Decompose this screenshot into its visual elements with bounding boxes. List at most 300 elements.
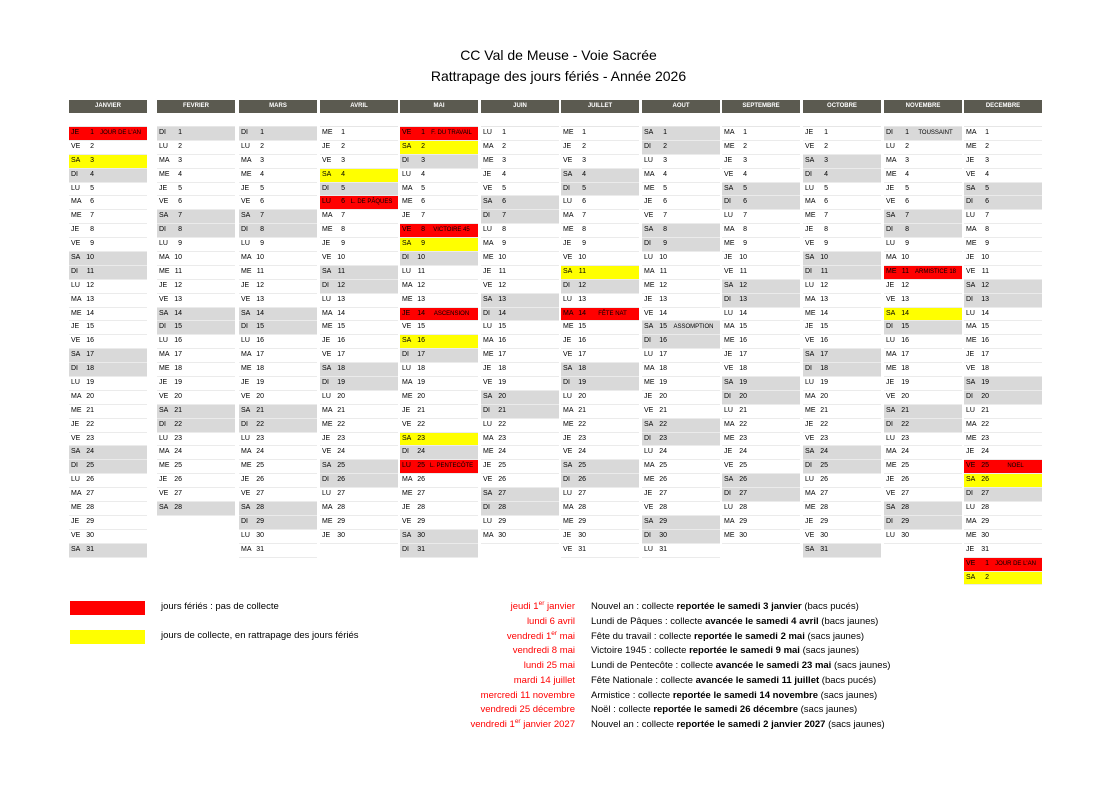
day-of-week: JE	[322, 531, 331, 539]
day-cell	[400, 294, 478, 308]
ordinal-suffix: er	[538, 600, 545, 607]
day-number: 28	[86, 504, 94, 512]
day-number: 23	[337, 434, 345, 442]
day-cell	[239, 280, 317, 294]
weekend-cell	[803, 460, 881, 474]
day-of-week: DI	[724, 295, 731, 303]
day-cell	[561, 155, 639, 169]
day-of-week: MA	[886, 351, 897, 359]
day-cell	[561, 238, 639, 252]
day-cell	[239, 544, 317, 558]
weekend-cell	[884, 502, 962, 516]
day-number: 22	[820, 420, 828, 428]
day-cell	[964, 224, 1042, 238]
day-cell	[239, 141, 317, 155]
day-number: 28	[498, 504, 506, 512]
day-cell	[481, 460, 559, 474]
day-of-week: DI	[71, 170, 78, 178]
day-number: 3	[905, 156, 909, 164]
weekend-cell	[400, 446, 478, 460]
day-cell	[157, 474, 235, 488]
day-number: 5	[260, 184, 264, 192]
day-of-week: DI	[241, 323, 248, 331]
day-of-week: LU	[241, 337, 250, 345]
day-of-week: DI	[483, 212, 490, 220]
day-of-week: VE	[886, 490, 896, 498]
day-number: 3	[260, 156, 264, 164]
day-of-week: VE	[71, 142, 81, 150]
day-of-week: VE	[322, 156, 332, 164]
note-text-bin: (sacs jaunes)	[798, 704, 858, 716]
weekend-cell	[803, 349, 881, 363]
day-of-week: LU	[402, 462, 411, 470]
day-of-week: LU	[483, 517, 492, 525]
day-number: 17	[256, 351, 264, 359]
day-of-week: ME	[322, 420, 333, 428]
day-of-week: ME	[805, 309, 816, 317]
day-number: 30	[337, 531, 345, 539]
day-number: 30	[981, 531, 989, 539]
holiday-date-text: vendredi 8 mai	[512, 645, 575, 657]
day-number: 22	[578, 420, 586, 428]
day-of-week: SA	[322, 267, 332, 275]
day-number: 14	[739, 309, 747, 317]
day-of-week: ME	[241, 365, 252, 373]
day-of-week: SA	[805, 156, 815, 164]
day-of-week: ME	[71, 309, 82, 317]
day-number: 26	[86, 476, 94, 484]
day-cell	[803, 196, 881, 210]
day-cell	[400, 474, 478, 488]
day-number: 9	[260, 240, 264, 248]
day-number: 8	[985, 226, 989, 234]
day-of-week: MA	[644, 462, 655, 470]
holiday-cell	[69, 127, 147, 141]
day-number: 21	[981, 406, 989, 414]
month-column	[561, 126, 639, 558]
day-number: 26	[337, 476, 345, 484]
day-number: 15	[659, 323, 667, 331]
day-of-week: SA	[966, 379, 976, 387]
day-number: 16	[174, 337, 182, 345]
day-number: 19	[256, 379, 264, 387]
day-cell	[69, 502, 147, 516]
catchup-cell	[400, 141, 478, 155]
day-cell	[320, 391, 398, 405]
day-number: 21	[901, 406, 909, 414]
day-of-week: VE	[724, 462, 734, 470]
day-number: 8	[341, 226, 345, 234]
day-number: 16	[498, 337, 506, 345]
day-of-week: JE	[966, 351, 975, 359]
day-cell	[884, 252, 962, 266]
day-cell	[884, 474, 962, 488]
day-cell	[642, 391, 720, 405]
day-of-week: MA	[483, 434, 494, 442]
day-cell	[722, 530, 800, 544]
day-of-week: SA	[483, 198, 493, 206]
day-number: 11	[578, 267, 586, 275]
day-cell	[803, 127, 881, 141]
day-of-week: SA	[886, 504, 896, 512]
day-number: 1	[90, 129, 94, 136]
day-of-week: MA	[322, 406, 333, 414]
day-of-week: VE	[966, 267, 976, 275]
weekend-cell	[481, 308, 559, 322]
weekend-cell	[239, 210, 317, 224]
day-number: 31	[659, 545, 667, 553]
note-text-bin: (sacs jaunes)	[831, 660, 891, 671]
day-of-week: LU	[322, 392, 331, 400]
weekend-cell	[69, 460, 147, 474]
day-number: 8	[502, 226, 506, 234]
day-number: 20	[901, 392, 909, 400]
day-number: 2	[905, 142, 909, 150]
day-of-week: MA	[402, 379, 413, 387]
day-number: 15	[417, 323, 425, 331]
weekend-cell	[239, 321, 317, 335]
day-number: 28	[659, 504, 667, 512]
note-text-date: reportée le samedi 2 mai	[693, 630, 805, 642]
day-cell	[69, 238, 147, 252]
collection-note	[591, 674, 876, 688]
day-of-week: VE	[159, 392, 169, 400]
day-number: 6	[582, 198, 586, 206]
day-number: 16	[86, 337, 94, 345]
day-number: 27	[256, 490, 264, 498]
day-of-week: VE	[71, 434, 81, 442]
day-number: 2	[341, 142, 345, 150]
day-number: 14	[981, 309, 989, 317]
day-of-week: SA	[563, 267, 573, 275]
day-of-week: JE	[805, 517, 814, 525]
day-number: 5	[824, 184, 828, 192]
day-number: 7	[582, 212, 586, 220]
day-number: 28	[739, 504, 747, 512]
day-of-week: SA	[886, 212, 896, 220]
day-cell	[803, 488, 881, 502]
day-of-week: ME	[402, 490, 413, 498]
day-number: 16	[578, 337, 586, 345]
day-of-week: VE	[241, 392, 251, 400]
weekend-cell	[803, 169, 881, 183]
day-of-week: VE	[563, 254, 573, 262]
day-of-week: MA	[159, 351, 170, 359]
day-cell	[320, 335, 398, 349]
day-cell	[239, 252, 317, 266]
weekend-cell	[884, 405, 962, 419]
day-number: 25	[256, 462, 264, 470]
day-of-week: SA	[322, 170, 332, 178]
day-number: 4	[743, 170, 747, 178]
day-number: 7	[260, 212, 264, 220]
day-cell	[884, 280, 962, 294]
day-number: 13	[578, 295, 586, 303]
day-number: 18	[256, 365, 264, 373]
collection-note	[591, 659, 890, 673]
day-number: 24	[739, 448, 747, 456]
day-cell	[642, 446, 720, 460]
note-text-intro: Fête Nationale : collecte	[591, 674, 696, 686]
day-cell	[157, 294, 235, 308]
holiday-label: ARMISTICE 18	[914, 268, 956, 275]
day-of-week: MA	[966, 226, 977, 234]
day-cell	[803, 516, 881, 530]
day-of-week: ME	[966, 240, 977, 248]
day-of-week: LU	[886, 434, 895, 442]
day-cell	[69, 141, 147, 155]
day-of-week: MA	[805, 295, 816, 303]
day-cell	[884, 377, 962, 391]
day-of-week: DI	[402, 156, 409, 164]
day-of-week: VE	[724, 170, 734, 178]
day-number: 9	[341, 240, 345, 248]
weekend-cell	[481, 391, 559, 405]
day-number: 17	[659, 351, 667, 359]
day-number: 1	[985, 559, 989, 567]
day-of-week: SA	[805, 448, 815, 456]
day-cell	[884, 446, 962, 460]
note-text-bin: (sacs jaunes)	[799, 645, 860, 657]
day-cell	[803, 210, 881, 224]
day-cell	[481, 516, 559, 530]
day-of-week: DI	[724, 392, 731, 400]
day-cell	[239, 155, 317, 169]
day-of-week: MA	[966, 323, 977, 331]
day-cell	[481, 363, 559, 377]
day-cell	[884, 433, 962, 447]
day-cell	[642, 155, 720, 169]
day-of-week: JE	[402, 504, 411, 512]
day-of-week: ME	[805, 406, 816, 414]
day-of-week: ME	[644, 379, 655, 387]
day-of-week: LU	[886, 337, 895, 345]
holiday-label: ASSOMPTION	[673, 324, 714, 331]
day-number: 6	[743, 198, 747, 206]
day-cell	[803, 530, 881, 544]
day-of-week: ME	[159, 365, 170, 373]
holiday-label: VICTOIRE 45	[433, 227, 470, 234]
day-cell	[481, 238, 559, 252]
weekend-cell	[642, 335, 720, 349]
day-cell	[561, 294, 639, 308]
day-number: 30	[256, 531, 264, 539]
day-number: 20	[578, 392, 586, 400]
day-cell	[722, 155, 800, 169]
day-number: 15	[337, 323, 345, 331]
day-of-week: VE	[805, 240, 815, 248]
day-number: 12	[417, 281, 425, 289]
day-number: 27	[86, 490, 94, 498]
day-cell	[69, 516, 147, 530]
day-cell	[157, 280, 235, 294]
day-of-week: SA	[644, 323, 654, 331]
day-number: 25	[337, 462, 345, 470]
day-number: 23	[659, 434, 667, 442]
day-of-week: SA	[159, 212, 169, 220]
day-cell	[964, 419, 1042, 433]
weekend-cell	[320, 266, 398, 280]
weekend-cell	[320, 183, 398, 197]
day-of-week: ME	[724, 434, 735, 442]
day-of-week: LU	[724, 212, 733, 220]
day-of-week: SA	[724, 379, 734, 387]
day-of-week: ME	[71, 406, 82, 414]
day-number: 23	[578, 434, 586, 442]
day-number: 12	[498, 281, 506, 289]
day-cell	[884, 169, 962, 183]
day-of-week: VE	[886, 198, 896, 206]
day-cell	[400, 516, 478, 530]
day-of-week: JE	[966, 254, 975, 262]
day-cell	[481, 433, 559, 447]
day-of-week: MA	[644, 170, 655, 178]
day-of-week: VE	[241, 490, 251, 498]
day-number: 3	[582, 156, 586, 164]
day-number: 4	[905, 170, 909, 178]
day-of-week: LU	[563, 295, 572, 303]
day-cell	[803, 335, 881, 349]
day-of-week: JE	[483, 365, 492, 373]
holiday-label: JOUR DE L'AN	[100, 130, 141, 136]
day-number: 19	[739, 379, 747, 387]
day-of-week: LU	[483, 129, 492, 136]
day-number: 8	[90, 226, 94, 234]
note-text-intro: Lundi de Pentecôte : collecte	[591, 660, 716, 671]
day-cell	[157, 196, 235, 210]
day-cell	[400, 183, 478, 197]
day-number: 26	[578, 476, 586, 484]
day-cell	[642, 349, 720, 363]
day-of-week: ME	[563, 226, 574, 234]
day-number: 29	[578, 517, 586, 525]
day-number: 2	[985, 142, 989, 150]
weekend-cell	[722, 474, 800, 488]
day-of-week: ME	[159, 462, 170, 470]
day-of-week: DI	[886, 129, 893, 136]
day-of-week: VE	[241, 295, 251, 303]
day-number: 20	[337, 392, 345, 400]
day-number: 3	[502, 156, 506, 164]
day-number: 14	[337, 309, 345, 317]
day-cell	[69, 196, 147, 210]
day-cell	[884, 155, 962, 169]
day-of-week: LU	[644, 156, 653, 164]
month-column	[964, 126, 1042, 585]
day-of-week: SA	[402, 434, 412, 442]
day-of-week: SA	[563, 170, 573, 178]
weekend-cell	[239, 502, 317, 516]
month-header: NOVEMBRE	[884, 100, 962, 113]
day-of-week: SA	[483, 295, 493, 303]
day-of-week: LU	[724, 406, 733, 414]
month-header: SEPTEMBRE	[722, 100, 800, 113]
holiday-cell	[884, 266, 962, 280]
month-header: FEVRIER	[157, 100, 235, 113]
day-cell	[964, 516, 1042, 530]
day-cell	[642, 294, 720, 308]
day-cell	[722, 349, 800, 363]
weekend-cell	[157, 224, 235, 238]
day-number: 12	[86, 281, 94, 289]
day-cell	[642, 405, 720, 419]
weekend-cell	[803, 155, 881, 169]
day-number: 27	[739, 490, 747, 498]
day-number: 4	[663, 170, 667, 178]
catchup-cell	[400, 335, 478, 349]
holiday-date-text: vendredi 1	[506, 630, 552, 642]
day-of-week: JE	[563, 434, 572, 442]
day-number: 26	[739, 476, 747, 484]
month-column	[69, 126, 147, 558]
day-cell	[157, 169, 235, 183]
day-cell	[320, 127, 398, 141]
day-number: 9	[90, 240, 94, 248]
day-cell	[722, 502, 800, 516]
collection-note	[591, 644, 859, 658]
day-of-week: ME	[644, 281, 655, 289]
day-number: 25	[981, 462, 989, 470]
day-of-week: SA	[966, 476, 976, 484]
weekend-cell	[561, 460, 639, 474]
day-number: 12	[901, 281, 909, 289]
day-number: 23	[256, 434, 264, 442]
day-number: 5	[663, 184, 667, 192]
day-of-week: ME	[322, 129, 333, 136]
day-number: 6	[90, 198, 94, 206]
day-of-week: MA	[241, 448, 252, 456]
day-number: 20	[820, 392, 828, 400]
day-of-week: LU	[483, 420, 492, 428]
day-of-week: ME	[241, 267, 252, 275]
day-of-week: VE	[644, 504, 654, 512]
note-text-date: avancée le samedi 11 juillet	[695, 674, 820, 686]
holiday-date	[300, 718, 575, 732]
day-of-week: DI	[322, 476, 329, 484]
day-cell	[803, 183, 881, 197]
day-cell	[157, 363, 235, 377]
day-cell	[561, 502, 639, 516]
day-of-week: ME	[886, 170, 897, 178]
day-of-week: LU	[805, 184, 814, 192]
day-number: 26	[981, 476, 989, 484]
weekend-cell	[964, 183, 1042, 197]
day-of-week: ME	[563, 323, 574, 331]
day-of-week: LU	[724, 504, 733, 512]
day-cell	[884, 391, 962, 405]
month-header: JANVIER	[69, 100, 147, 113]
day-of-week: MA	[563, 212, 574, 220]
note-text-date: reportée le samedi 26 décembre	[653, 704, 798, 716]
day-of-week: MA	[483, 531, 494, 539]
day-number: 30	[417, 531, 425, 539]
day-number: 15	[174, 323, 182, 331]
day-of-week: JE	[483, 462, 492, 470]
day-of-week: JE	[805, 226, 814, 234]
weekend-cell	[561, 280, 639, 294]
day-number: 28	[256, 504, 264, 512]
day-number: 2	[178, 142, 182, 150]
day-cell	[239, 488, 317, 502]
day-of-week: JE	[644, 392, 653, 400]
day-of-week: JE	[563, 337, 572, 345]
day-of-week: SA	[886, 406, 896, 414]
day-of-week: LU	[71, 379, 80, 387]
month-column	[239, 126, 317, 558]
day-of-week: MA	[563, 406, 574, 414]
day-cell	[239, 349, 317, 363]
day-of-week: DI	[724, 490, 731, 498]
